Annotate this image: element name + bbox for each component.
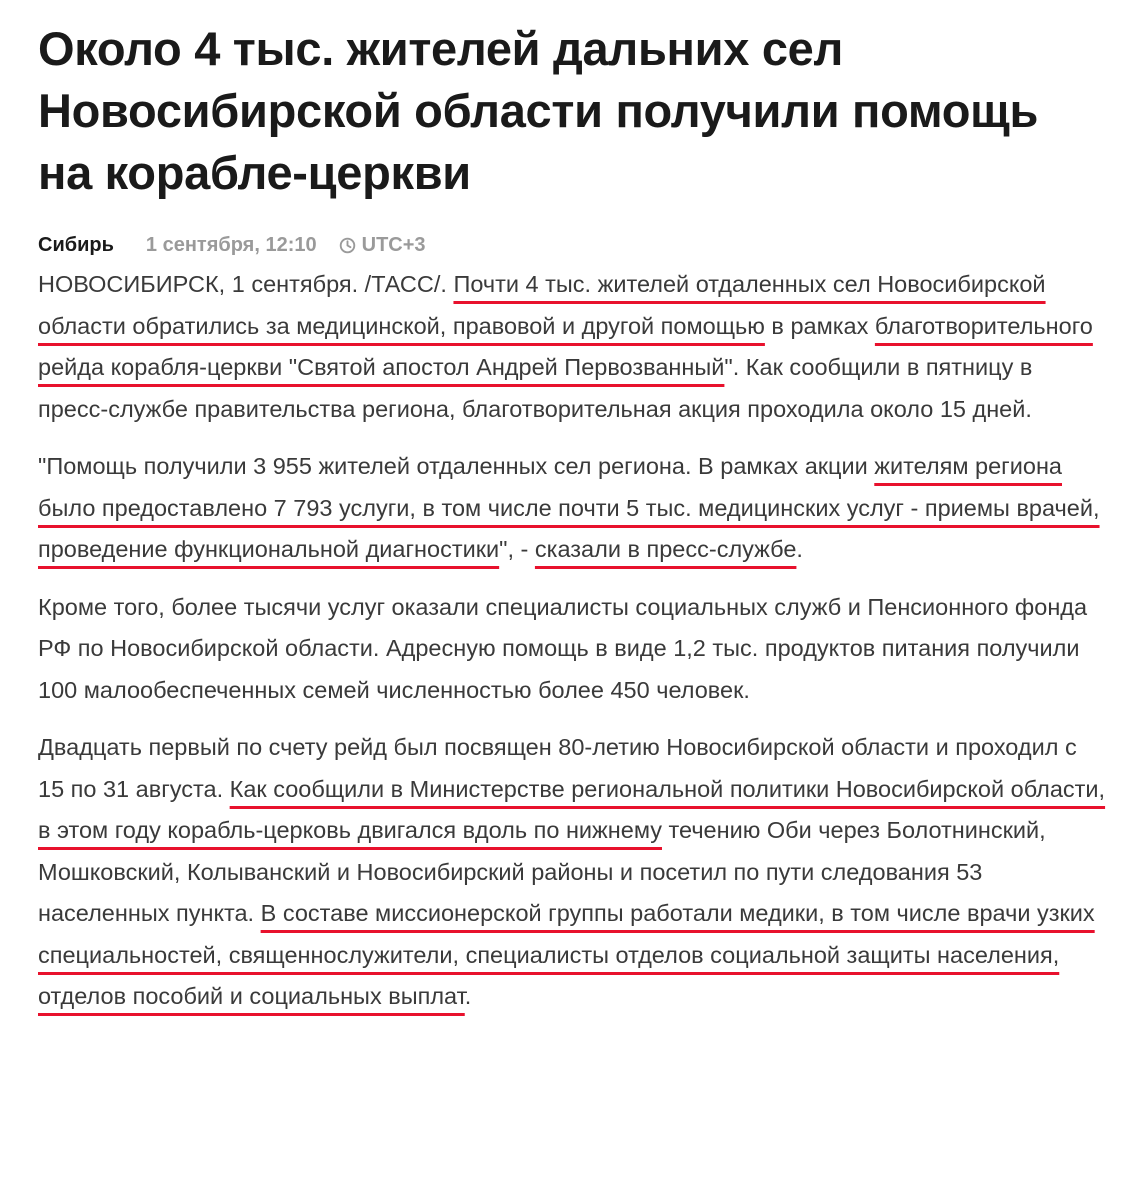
text-segment: в рамках — [764, 312, 875, 339]
underlined-segment: сказали в пресс-службе — [534, 536, 797, 562]
text-segment: Кроме того, более тысячи услуг оказали специалисты социальных служб и Пенсионного фонда РФ по Новосибирской области. Адресную помощь в виде 1,2 тыс. продуктов питания получили 100 малообеспеченных семей численностью более 450 человек. — [38, 593, 1088, 703]
underlined-segment: Почти 4 тыс. жителей отдаленных сел Новосибирской области обратились за медицинской, правовой и другой помощью — [38, 271, 1046, 339]
underlined-segment: В составе миссионерской группы работали медики, в том числе врачи узких специальностей, священнослужители, специалисты отделов социальной защиты населения, отделов пособий и социальных выплат — [38, 900, 1095, 1009]
article-paragraph — [38, 587, 1108, 712]
text-segment: . — [796, 536, 803, 562]
text-segment: НОВОСИБИРСК, 1 сентября. /ТАСС/. — [38, 271, 454, 297]
text-segment: Двадцать первый по счету рейд был посвящен 80-летию Новосибирской области и проходил с 15 по 31 августа. — [38, 734, 1077, 802]
text-segment: ". Как сообщили в пятницу в пресс-службе правительства региона, благотворительная акция проходила около 15 дней. — [38, 354, 1033, 422]
underlined-segment: Как сообщили в Министерстве региональной политики Новосибирской области, в этом году корабль-церковь двигался вдоль по нижнему — [38, 775, 1106, 843]
article-meta — [38, 228, 426, 262]
article-paragraph — [38, 727, 1108, 1018]
text-segment: ", - — [499, 536, 535, 562]
timezone-toggle[interactable] — [339, 234, 426, 257]
article-title: Около 4 тыс. жителей дальних сел Новосибирской области получили помощь на корабле-церкви — [38, 22, 1039, 199]
timezone-label: UTC+3 — [361, 233, 426, 256]
section-link[interactable]: Сибирь — [38, 233, 114, 256]
underlined-segment: благотворительного рейда корабля-церкви "Святой апостол Андрей Первозванный — [38, 312, 1093, 380]
clock-icon — [339, 237, 356, 254]
text-segment: . — [464, 983, 472, 1009]
article-body — [38, 264, 1108, 1034]
underlined-segment: жителям региона было предоставлено 7 793 услуги, в том числе почти 5 тыс. медицинских услуг - приемы врачей, проведение функциональной диагностики — [38, 453, 1100, 562]
text-segment: "Помощь получили 3 955 жителей отдаленных сел региона. В рамках акции — [38, 453, 875, 479]
article-paragraph — [38, 446, 1108, 571]
text-segment: течению Оби через Болотнинский, Мошковский, Колыванский и Новосибирский районы и посетил по пути следования 53 населенных пункта. — [38, 817, 1046, 926]
article-paragraph — [38, 264, 1108, 430]
publish-date: 1 сентября, 12:10 — [145, 233, 317, 256]
